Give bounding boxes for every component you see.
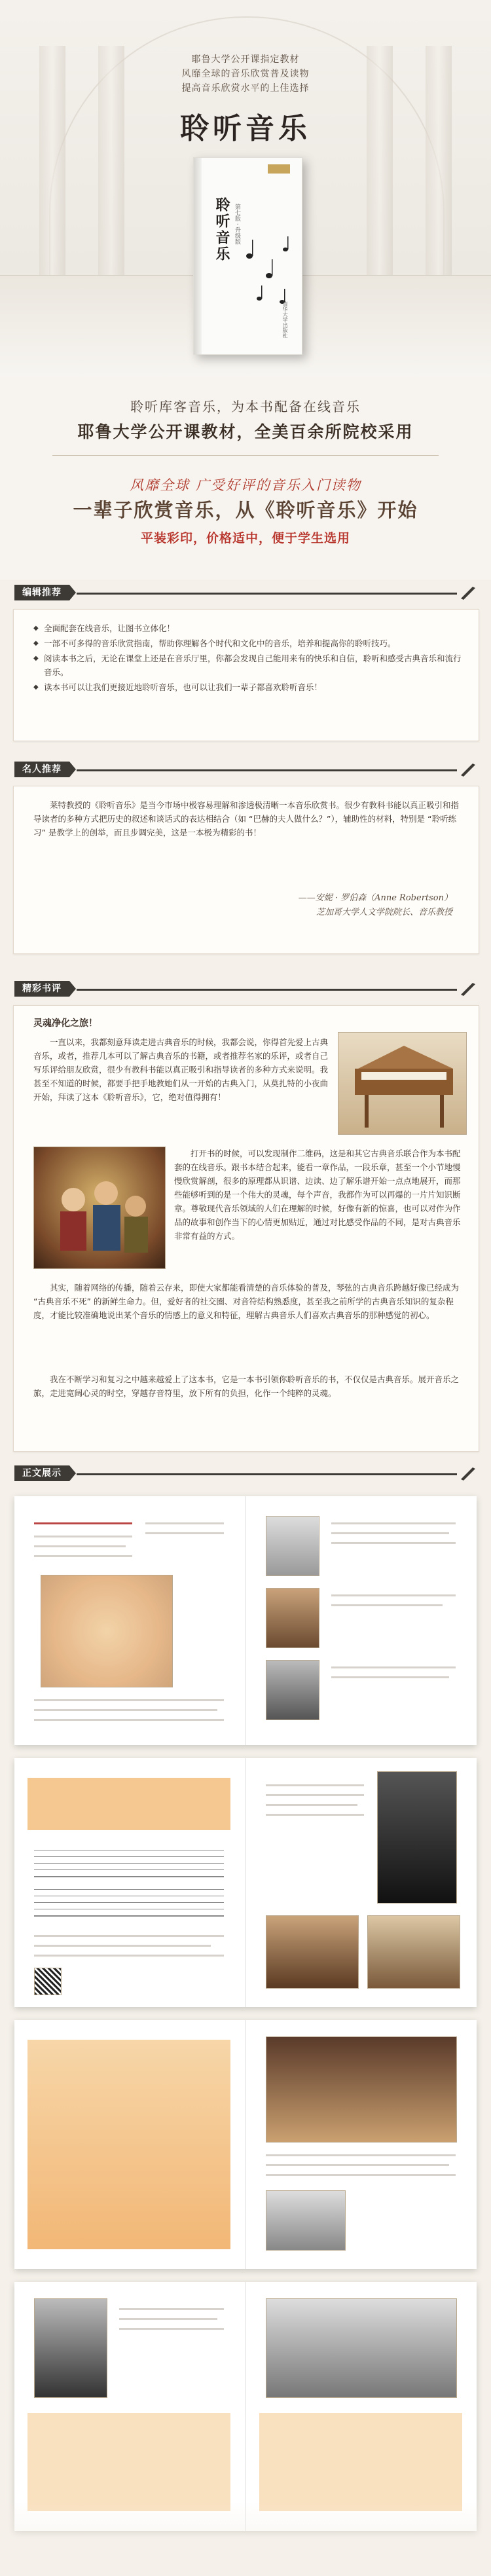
text-line bbox=[331, 1604, 443, 1606]
list-item: ◆ 一部不可多得的音乐欣赏指南，帮助你理解各个时代和文化中的音乐，培养和提高你的聆听技巧。 bbox=[33, 636, 465, 650]
book-page bbox=[246, 2020, 477, 2269]
text-line bbox=[34, 1522, 132, 1524]
quill-pen-icon bbox=[460, 762, 477, 777]
section-header bbox=[14, 979, 477, 999]
text-line bbox=[266, 2164, 449, 2166]
concert-painting-image bbox=[33, 1147, 166, 1269]
sculpture-image bbox=[266, 2298, 457, 2398]
promo-section bbox=[0, 377, 491, 580]
text-line bbox=[331, 1594, 456, 1596]
book-page bbox=[14, 2282, 245, 2531]
quote-source bbox=[299, 891, 452, 920]
section-title: 名人推荐 bbox=[14, 762, 69, 777]
quote-author-title: 芝加哥大学人文学院院长、音乐教授 bbox=[316, 908, 452, 917]
book-review-section bbox=[0, 976, 491, 1460]
text-line bbox=[34, 1955, 224, 1957]
promo-line: 聆听库客音乐，为本书配备在线音乐 bbox=[130, 399, 361, 414]
text-line bbox=[266, 1794, 364, 1796]
portrait-image bbox=[266, 1588, 319, 1648]
review-heading: 灵魂净化之旅！ bbox=[33, 1018, 98, 1029]
book-page bbox=[246, 1496, 477, 1745]
painting-image bbox=[266, 2036, 457, 2143]
promo-slogan: 风靡全球 广受好评的音乐入门读物 bbox=[130, 477, 361, 493]
page-spread bbox=[14, 2020, 477, 2269]
text-line bbox=[34, 1699, 224, 1701]
quill-pen-icon bbox=[460, 1466, 477, 1481]
promo-headline: 耶鲁大学公开课教材，全美百余所院校采用 bbox=[77, 422, 414, 441]
text-line bbox=[119, 2318, 217, 2320]
text-line bbox=[266, 2154, 456, 2156]
quill-pen-icon bbox=[460, 982, 477, 996]
book-publisher: 清华大学出版社 bbox=[282, 301, 288, 338]
text-line bbox=[119, 2308, 224, 2310]
listening-exercise-box bbox=[27, 1778, 230, 1830]
text-line bbox=[34, 1945, 211, 1947]
harpsichord-image bbox=[338, 1032, 467, 1135]
section-title: 编辑推荐 bbox=[14, 585, 69, 600]
book-title: 聆听音乐 bbox=[213, 197, 230, 263]
music-staff bbox=[34, 1889, 224, 1917]
hero-banner bbox=[0, 0, 491, 377]
section-rule bbox=[77, 1473, 457, 1475]
promo-main-slogan: 一辈子欣赏音乐，从《聆听音乐》开始 bbox=[73, 499, 418, 521]
section-header bbox=[14, 1463, 477, 1483]
portrait-image bbox=[266, 1660, 319, 1720]
text-line bbox=[145, 1532, 224, 1534]
book-spine bbox=[194, 158, 202, 354]
text-line bbox=[266, 2174, 456, 2176]
text-line bbox=[119, 2328, 224, 2330]
quote-author: ——安妮 · 罗伯森（Anne Robertson） bbox=[298, 893, 452, 903]
text-line bbox=[266, 1784, 364, 1786]
page-spread bbox=[14, 2282, 477, 2531]
portrait-image bbox=[266, 1516, 319, 1576]
editor-recommend-section bbox=[0, 580, 491, 756]
text-line bbox=[34, 1545, 126, 1547]
book-page bbox=[246, 1758, 477, 2007]
music-notes-icon bbox=[240, 230, 299, 315]
editor-bullets bbox=[33, 621, 465, 695]
hero-title: 聆听音乐 bbox=[180, 112, 311, 145]
text-line bbox=[331, 1522, 456, 1524]
book-page bbox=[14, 2020, 245, 2269]
page-spread bbox=[14, 1496, 477, 1745]
book-subtitle: 第七版 · 升级版 bbox=[234, 204, 240, 245]
famous-card bbox=[13, 786, 479, 954]
editor-card bbox=[13, 609, 479, 741]
text-line bbox=[331, 1542, 456, 1544]
list-item: ◆ 全面配套在线音乐，让图书立体化！ bbox=[33, 621, 465, 635]
divider bbox=[52, 455, 439, 456]
text-line bbox=[331, 1666, 456, 1668]
listening-exercise-box bbox=[259, 2413, 462, 2511]
tagline-line: 耶鲁大学公开课指定教材 bbox=[191, 54, 300, 65]
tagline-line: 风靡全球的音乐欣赏普及读物 bbox=[181, 69, 310, 79]
section-rule bbox=[77, 593, 457, 595]
text-line bbox=[331, 1532, 449, 1534]
section-title: 精彩书评 bbox=[14, 981, 69, 997]
list-item: ◆ 阅读本书之后，无论在课堂上还是在音乐厅里，你都会发现自己能用来有的快乐和自信，聆听和感受古典音乐和流行音乐。 bbox=[33, 652, 465, 679]
brain-illustration bbox=[41, 1575, 173, 1687]
page-spread bbox=[14, 1758, 477, 2007]
bottom-fade bbox=[0, 2501, 491, 2576]
section-rule bbox=[77, 989, 457, 991]
text-line bbox=[34, 1719, 224, 1721]
instrument-image bbox=[367, 1915, 460, 1989]
portrait-image bbox=[266, 2190, 346, 2251]
piano-image bbox=[266, 1915, 359, 1989]
book-page bbox=[14, 1496, 245, 1745]
book-page bbox=[246, 2282, 477, 2531]
book-badge bbox=[268, 164, 290, 174]
portrait-image bbox=[34, 2298, 107, 2398]
review-paragraph: 一直以来，我都刻意拜读走进古典音乐的时候，我都会说，你得首先爱上古典音乐，或者，推荐几本可以了解古典音乐的书籍，或者推荐名家的乐评，或者自己写乐评给朋友欣赏，很少有教科书能以真正吸引和指导读者的多种方式来说明。我甚至不知道的时候，都要手把手地教她们从一开始的古典入门，从莫扎特的小夜曲开始，拜读了这本《聆听音乐》，它，绝对值得拥有！ bbox=[33, 1037, 329, 1102]
text-line bbox=[266, 1814, 364, 1816]
review-card bbox=[13, 1005, 479, 1452]
book-cover bbox=[193, 157, 302, 355]
famous-recommend-section bbox=[0, 756, 491, 976]
text-line bbox=[34, 1555, 132, 1557]
section-rule bbox=[77, 769, 457, 771]
section-title: 正文展示 bbox=[14, 1465, 69, 1481]
review-paragraph: 打开书的时候，可以发现制作二维码，这是和其它古典音乐联合作为本书配套的在线音乐。跟书本结合起来，能看一章作品，一段乐章，甚至一个小节地慢慢欣赏解剖，很多的原理都从识谱、边读、边了解乐谱开始一点点地展开，而那些能够听到的是一个伟大的灵魂，每个声音，我都作为可以再爆的一片片知识断章。尊敬现代音乐领域的人们在理解的时候，好像有新的惊喜，也可以对作为作品的故事和创作当下的心情更加贴近，通过对比感受作品的不同，是对古典音乐非常有益的方式。 bbox=[174, 1149, 461, 1241]
text-line bbox=[34, 1709, 217, 1711]
listening-exercise-box bbox=[27, 2413, 230, 2511]
section-header bbox=[14, 760, 477, 779]
review-paragraph: 我在不断学习和复习之中越来越爱上了这本书，它是一本书引领你聆听音乐的书，不仅仅是古典音乐。展开音乐之旅，走进宽阔心灵的时空，穿越存音符里，放下所有的负担，化作一个纯粹的灵魂。 bbox=[33, 1374, 460, 1398]
list-item: ◆ 读本书可以让我们更接近地聆听音乐，也可以让我们一辈子都喜欢聆听音乐！ bbox=[33, 680, 465, 694]
section-header bbox=[14, 583, 477, 602]
tagline-line: 提高音乐欣赏水平的上佳选择 bbox=[181, 83, 310, 94]
text-line bbox=[145, 1522, 224, 1524]
text-line bbox=[266, 1804, 357, 1806]
promo-price-note: 平装彩印，价格适中，便于学生选用 bbox=[140, 531, 350, 545]
review-paragraph: 其实，随着网络的传播，随着云存来，即使大家都能看清楚的音乐体验的普及，琴弦的古典音乐跨越好像已经成为 “古典音乐不死” 的新鲜生命力。但，爱好者的社交圈、对音符结构熟悉度，甚至我之前所学的古典音乐知识的复杂程度，才能比较准确地说出某个音乐的情感上的意义和特征，理解古典音乐人们喜欢古典音乐的那种感觉的初心。 bbox=[33, 1283, 460, 1320]
recommend-quote: 莱特教授的《聆听音乐》是当今市场中极容易理解和渗透极清晰一本音乐欣赏书。很少有教科书能以真正吸引和指导读者的多种方式把历史的叙述和谈话式的表达相结合（如 “巴赫的夫人做什么？”），辅助性的材料，特别是 “聆听练习” 是教学上的创举，而且步调完美，这是一本极为精彩的书！ bbox=[33, 800, 460, 837]
performer-photo bbox=[377, 1771, 457, 1904]
quill-pen-icon bbox=[460, 585, 477, 600]
qr-code-icon bbox=[34, 1968, 62, 1995]
text-line bbox=[34, 1935, 224, 1937]
music-staff bbox=[34, 1850, 224, 1877]
text-line bbox=[34, 1536, 132, 1537]
chart-box bbox=[27, 2040, 230, 2249]
hero-tagline bbox=[160, 52, 331, 96]
text-line bbox=[331, 1676, 449, 1678]
book-page bbox=[14, 1758, 245, 2007]
page-preview-section bbox=[0, 1460, 491, 2576]
